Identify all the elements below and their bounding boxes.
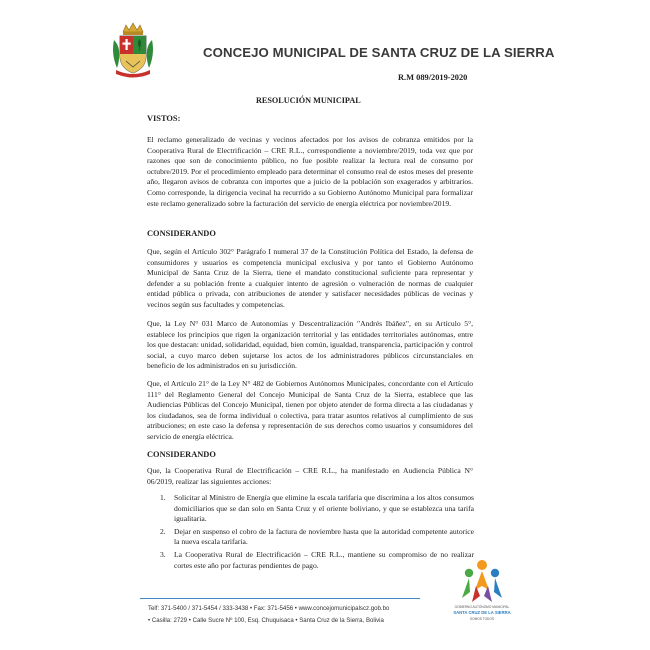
- resolution-reference: R.M 089/2019-2020: [398, 73, 468, 82]
- footer-address-line: • Casilla: 2729 • Calle Sucre Nº 100, Esq. Chuquisaca • Santa Cruz de la Sierra, Bolivia: [148, 617, 384, 624]
- vistos-heading: VISTOS:: [147, 114, 181, 123]
- footer-divider: [140, 598, 420, 599]
- logo-caption-slogan: SOMOS TODOS: [470, 617, 494, 621]
- list-item: [148, 493, 474, 525]
- organization-name: CONCEJO MUNICIPAL DE SANTA CRUZ DE LA SIERRA: [203, 45, 555, 60]
- considerando-heading-2: CONSIDERANDO: [147, 450, 216, 459]
- considerando-heading: CONSIDERANDO: [147, 229, 216, 238]
- list-item-number: 1.: [160, 493, 166, 502]
- list-item-text: Solicitar al Ministro de Energía que elimine la escala tarifaria que discrimina a los altos consumos domiciliarios que se dan solo en Santa Cruz y el oriente boliviano, y que se establezca una tarifa igualitaria.: [174, 493, 474, 524]
- list-item: [148, 527, 474, 548]
- coat-of-arms-icon: [110, 20, 156, 80]
- actions-list: [148, 493, 474, 573]
- vistos-paragraph: El reclamo generalizado de vecinas y vecinos afectados por los avisos de cobranza emitidos por la Cooperativa Rural de Electrificación – CRE R.L., correspondiente a noviembre/2019, toda vez que por razones que son de conocimiento público, no fue posible realizar la lectura real de consumo por octubre/2019. Por el procedimiento empleado para determinar el consumo real de estos meses del presente año, llegaron avisos de cobranza con importes que a juicio de la población son exagerados y arbitrarios. Como corresponde, la dirigencia vecinal ha recurrido a su Gobierno Autónomo Municipal para formalizar este reclamo generalizado sobre la facturación del servicio de energía eléctrica por noviembre/2019.: [147, 135, 473, 208]
- considerando-paragraph: Que, la Ley N° 031 Marco de Autonomías y Descentralización "Andrés Ibáñez", en su Artículo 5°, establece los principios que rigen la organización territorial y las entidades territoriales autónomas, entre los que destacan: unidad, solidaridad, equidad, bien común, igualdad, transparencia, participación y control social, a cuyo marco deben sujetarse los actos de los administradores públicos circunstanciales en beneficio de los administrados en su jurisdicción.: [147, 319, 474, 371]
- logo-caption-top: GOBIERNO AUTÓNOMO MUNICIPAL: [454, 605, 510, 609]
- list-item-number: 3.: [160, 549, 166, 559]
- considerando-paragraph: Que, el Artículo 21° de la Ley N° 482 de Gobiernos Autónomos Municipales, concordante con el Artículo 111° del Reglamento General del Concejo Municipal de Santa Cruz de la Sierra, establece que las Audiencias Públicas del Concejo Municipal, tienen por objeto atender de forma directa a las ciudadanas y los ciudadanos, sea de forma individual o colectiva, para tratar asuntos relativos al cumplimiento de sus atribuciones; en este caso la defensa y representación de sus derechos como usuarios y consumidores del servicio de energía eléctrica.: [147, 379, 473, 441]
- list-item-text: Dejar en suspenso el cobro de la factura de noviembre hasta que la autoridad competente autorice la nueva escala tarifaria.: [174, 526, 474, 547]
- document-title: RESOLUCIÓN MUNICIPAL: [256, 96, 361, 105]
- list-item-number: 2.: [160, 526, 166, 536]
- considerando-paragraph: Que, según el Artículo 302° Parágrafo I numeral 37 de la Constitución Política del Estado, la defensa de consumidores y usuarios es competencia municipal exclusiva y por tanto el Gobierno Autónomo Municipal de Santa Cruz de la Sierra, tiene el mandato constitucional suficiente para representar y defender a su población frente a cualquier intento de agresión o vulneración de normas de cualquier entidad pública o privada, con atribuciones de atender y satisfacer necesidades públicas de vecinas y vecinos según sus facultades y competencias.: [147, 247, 473, 309]
- list-item: [148, 550, 474, 571]
- logo-caption-city: SANTA CRUZ DE LA SIERRA: [453, 610, 511, 615]
- list-item-text: La Cooperativa Rural de Electrificación – CRE R.L., mantiene su compromiso de no realizar cortes este año por facturas pendientes de pago.: [174, 549, 474, 570]
- footer-contact-line: Telf: 371-5400 / 371-5454 / 333-3438 • Fax: 371-5456 • www.concejomunicipalscz.gob.bo: [148, 605, 390, 612]
- considerando-intro: Que, la Cooperativa Rural de Electrificación – CRE R.L., ha manifestado en Audiencia Pública N° 06/2019, realizar las siguientes acciones:: [147, 466, 473, 486]
